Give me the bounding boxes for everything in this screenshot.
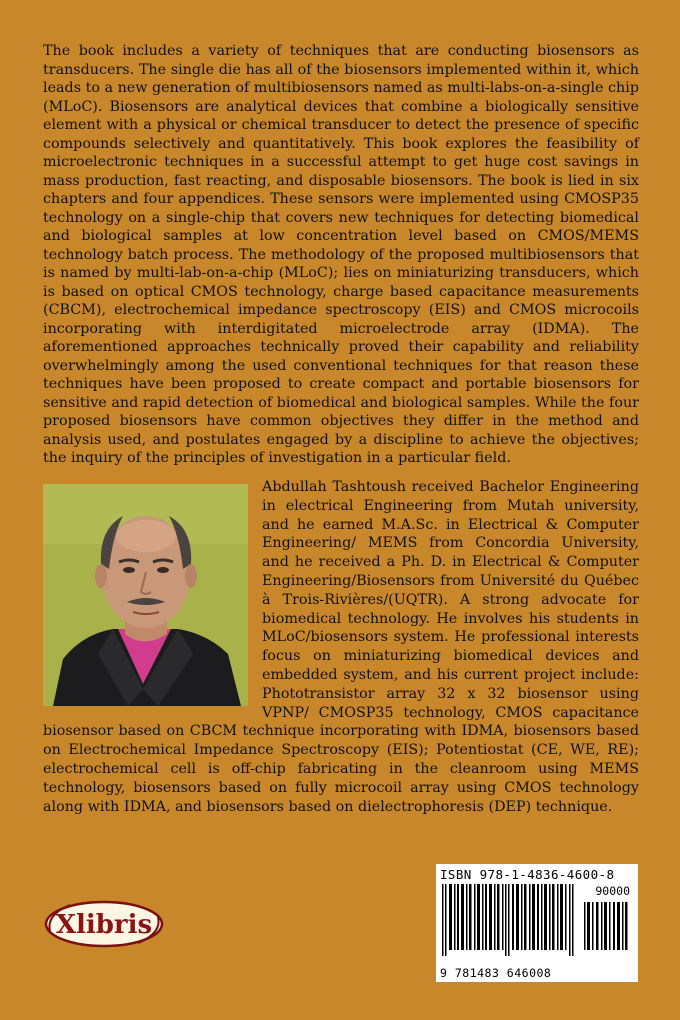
publisher-logo-text: Xlibris [55,910,153,940]
author-bio-section [43,478,639,816]
barcode-bars [442,884,574,956]
author-photo [43,484,248,706]
price-code-bars [584,902,630,950]
author-bio-text: Abdullah Tashtoush received Bachelor Engineering in electrical Engineering from Mutah university, and he earned M.A.Sc. in Electrical & Computer Engineering/ MEMS from Concordia University, and he received a Ph. D. in Electrical & Computer Engineering/Biosensors from Université du Québec à Trois-Rivières/(UQTR). A strong advocate for biomedical technology. He involves his students in MLoC/biosensors system. He professional interests focus on miniaturizing biomedical devices and embedded system, and his current project include: Phototransistor array 32 x 32 biosensor using VPNP/ CMOSP35 technology, CMOS capacitance biosensor based on CBCM technique incorporating with IDMA, biosensors based on Electrochemical Impedance Spectroscopy (EIS); Potentiostat (CE, WE, RE); electrochemical cell is off-chip fabricating in the cleanroom using MEMS technology, biosensors based on fully microcoil array using CMOS technology along with IDMA, and biosensors based on dielectrophoresis (DEP) technique. [43,479,639,815]
publisher-logo [40,895,166,953]
back-cover-blurb: The book includes a variety of techniques that are conducting biosensors as transducers. The single die has all of the biosensors implemented within it, which leads to a new generation of multibiosensors named as multi-labs-on-a-single chip (MLoC). Biosensors are analytical devices that combine a biologically sensitive element with a physical or chemical transducer to detect the presence of specific compounds selectively and quantitatively. This book explores the feasibility of microelectronic techniques in a successful attempt to get huge cost savings in mass production, fast reacting, and disposable biosensors. The book is lied in six chapters and four appendices. These sensors were implemented using CMOSP35 technology on a single-chip that covers new techniques for detecting biomedical and biological samples at low concentration level based on CMOS/MEMS technology batch process. The methodology of the proposed multibiosensors that is named by multi-lab-on-a-chip (MLoC); lies on miniaturizing transducers, which is based on optical CMOS technology, charge based capacitance measurements (CBCM), electrochemical impedance spectroscopy (EIS) and CMOS microcoils incorporating with interdigitated microelectrode array (IDMA). The aforementioned approaches technically proved their capability and reliability overwhelmingly among the used conventional techniques for that reason these techniques have been proposed to create compact and portable biosensors for sensitive and rapid detection of biomedical and biological samples. While the four proposed biosensors have common objectives they differ in the method and analysis used, and postulates engaged by a discipline to achieve the objectives; the inquiry of the principles of investigation in a particular field. [43,43,639,466]
price-code: 90000 [595,884,630,898]
isbn-number: ISBN 978-1-4836-4600-8 [440,867,615,882]
isbn-barcode [436,864,638,982]
barcode-digits: 9 781483 646008 [440,966,552,980]
